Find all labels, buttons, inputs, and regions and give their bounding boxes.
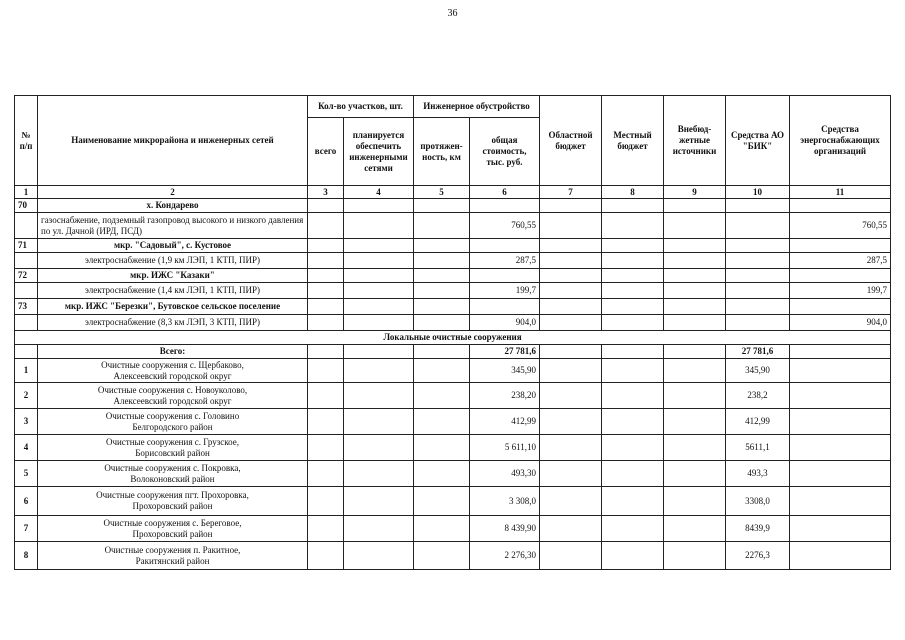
row-number: 2 [15, 383, 38, 409]
bik-value: 345,90 [726, 359, 790, 383]
facility-line: Очистные сооружения пгт. Прохоровка, [96, 490, 249, 500]
row-number: 5 [15, 461, 38, 487]
bik-value: 238,2 [726, 383, 790, 409]
column-number: 7 [540, 186, 602, 199]
column-number: 9 [664, 186, 726, 199]
header-plots-total: всего [308, 118, 344, 186]
total-cost: 5 611,10 [470, 435, 540, 461]
total-cost: 199,7 [470, 283, 540, 299]
network-item: газоснабжение, подземный газопровод высокого и низкого давления по ул. Дачной (ИРД, ПСД) [38, 213, 308, 239]
facility-line: Очистные сооружения с. Новоуколово, [97, 384, 248, 395]
column-number: 2 [38, 186, 308, 199]
table-row [15, 299, 891, 315]
row-number: 73 [15, 299, 38, 315]
facility-line: Очистные сооружения с. Головино [105, 410, 240, 421]
table-row [15, 461, 891, 487]
table-row [15, 239, 891, 253]
table-row [15, 283, 891, 299]
column-number: 8 [602, 186, 664, 199]
row-number: 6 [15, 487, 38, 516]
total-cost: 345,90 [470, 359, 540, 383]
total-cost: 287,5 [470, 253, 540, 269]
section-title: Локальные очистные сооружения [15, 331, 891, 345]
header-name: Наименование микрорайона и инженерных сетей [38, 96, 308, 186]
table-row [15, 487, 891, 516]
column-number: 3 [308, 186, 344, 199]
total-cost: 8 439,90 [470, 516, 540, 542]
header-cost: общая стоимость, тыс. руб. [470, 118, 540, 186]
row-number: 3 [15, 409, 38, 435]
facility-district: Прохоровский район [132, 501, 213, 511]
total-cost: 3 308,0 [470, 487, 540, 516]
row-number: 70 [15, 199, 38, 213]
table-row [15, 516, 891, 542]
total-cost: 904,0 [470, 315, 540, 331]
facility-district: Белгородского район [132, 421, 213, 432]
bik-value: 5611,1 [726, 435, 790, 461]
facility-district: Борисовский район [135, 447, 210, 458]
table-row [15, 213, 891, 239]
column-number: 4 [344, 186, 414, 199]
bik-value: 2276,3 [726, 542, 790, 570]
header-length: протяжен-ность, км [414, 118, 470, 186]
facility-line: Очистные сооружения с. Грузское, [105, 436, 240, 447]
facility-district: Прохоровский район [132, 528, 213, 539]
table-row [15, 199, 891, 213]
energy-orgs-value: 760,55 [790, 213, 891, 239]
total-cost: 760,55 [470, 213, 540, 239]
header-local-budget: Местный бюджет [602, 96, 664, 186]
facility-name [38, 461, 308, 487]
district-title: мкр. "Садовый", с. Кустовое [38, 239, 308, 253]
total-bik: 27 781,6 [726, 345, 790, 359]
bik-value: 8439,9 [726, 516, 790, 542]
column-number: 5 [414, 186, 470, 199]
row-number: 1 [15, 359, 38, 383]
facility-name [38, 359, 308, 383]
section-header-row [15, 331, 891, 345]
facility-district: Ракитянский район [135, 555, 210, 566]
district-title: мкр. ИЖС "Березки", Бутовское сельское поселение [38, 299, 308, 315]
total-cost: 493,30 [470, 461, 540, 487]
facility-name [38, 516, 308, 542]
total-cost: 27 781,6 [470, 345, 540, 359]
facility-district: Алексеевский городской округ [113, 395, 232, 406]
facility-line: Очистные сооружения п. Ракитное, [104, 544, 241, 555]
district-title: мкр. ИЖС "Казаки" [38, 269, 308, 283]
column-number: 11 [790, 186, 891, 199]
table-row [15, 315, 891, 331]
facility-district: Волоконовский район [130, 473, 215, 484]
header-bik: Средства АО "БИК" [726, 96, 790, 186]
facility-name [38, 383, 308, 409]
header-engineering-group: Инженерное обустройство [414, 96, 540, 118]
header-plots-group: Кол-во участков, шт. [308, 96, 414, 118]
header-plots-planned: планируется обеспечить инженерными сетями [344, 118, 414, 186]
infrastructure-table [14, 95, 891, 570]
bik-value: 3308,0 [726, 487, 790, 516]
facility-line: Очистные сооружения с. Береговое, [103, 517, 242, 528]
network-item: электроснабжение (8,3 км ЛЭП, 3 КТП, ПИР) [38, 315, 308, 331]
row-number: 7 [15, 516, 38, 542]
facility-name [38, 435, 308, 461]
row-number: 72 [15, 269, 38, 283]
energy-orgs-value: 199,7 [790, 283, 891, 299]
header-energy-orgs: Средства энергоснабжающих организаций [790, 96, 891, 186]
network-item: электроснабжение (1,4 км ЛЭП, 1 КТП, ПИР) [38, 283, 308, 299]
total-row [15, 345, 891, 359]
bik-value: 493,3 [726, 461, 790, 487]
row-number: 4 [15, 435, 38, 461]
row-number: 71 [15, 239, 38, 253]
facility-name [38, 409, 308, 435]
bik-value: 412,99 [726, 409, 790, 435]
network-item: электроснабжение (1,9 км ЛЭП, 1 КТП, ПИР) [38, 253, 308, 269]
table-row [15, 435, 891, 461]
total-cost: 2 276,30 [470, 542, 540, 570]
table-row [15, 359, 891, 383]
total-label: Всего: [38, 345, 308, 359]
page-number: 36 [447, 8, 458, 19]
table-row [15, 383, 891, 409]
energy-orgs-value: 287,5 [790, 253, 891, 269]
facility-line: Очистные сооружения с. Покровка, [104, 462, 241, 473]
facility-name [38, 487, 308, 516]
facility-district: Алексеевский городской округ [113, 370, 232, 381]
total-cost: 412,99 [470, 409, 540, 435]
total-cost: 238,20 [470, 383, 540, 409]
table-row [15, 269, 891, 283]
energy-orgs-value: 904,0 [790, 315, 891, 331]
column-number: 1 [15, 186, 38, 199]
column-number: 6 [470, 186, 540, 199]
header-regional-budget: Областной бюджет [540, 96, 602, 186]
header-num: № п/п [15, 96, 38, 186]
row-number: 8 [15, 542, 38, 570]
table-row [15, 253, 891, 269]
table-row [15, 542, 891, 570]
district-title: х. Кондарево [38, 199, 308, 213]
column-number: 10 [726, 186, 790, 199]
facility-name [38, 542, 308, 570]
header-offbudget: Внебюд-жетные источники [664, 96, 726, 186]
table-row [15, 409, 891, 435]
facility-line: Очистные сооружения с. Щербаково, [101, 359, 244, 370]
